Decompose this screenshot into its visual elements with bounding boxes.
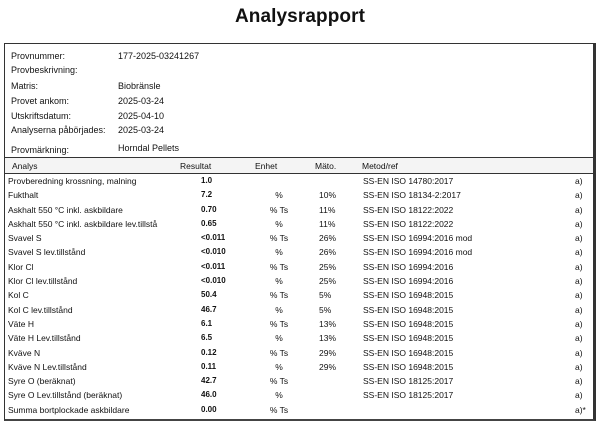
table-row — [5, 347, 593, 361]
cell-enhet: % — [275, 247, 283, 258]
cell-note: a) — [575, 290, 583, 301]
cell-resultat: 0.12 — [201, 347, 217, 357]
header-metod: Metod/ref — [362, 161, 398, 171]
table-row — [5, 275, 593, 289]
cell-enhet: % — [275, 304, 283, 315]
table-row — [5, 246, 593, 260]
cell-note: a)* — [575, 404, 586, 415]
cell-enhet: % Ts — [269, 318, 289, 329]
cell-mato: 5% — [319, 290, 332, 301]
header-enhet: Enhet — [255, 161, 278, 171]
cell-metod: SS-EN ISO 18134-2:2017 — [363, 190, 461, 201]
cell-analys: Väte H — [8, 318, 34, 329]
table-row — [5, 404, 593, 418]
cell-analys: Kväve N Lev.tillstånd — [8, 361, 87, 372]
cell-metod: SS-EN ISO 18122:2022 — [363, 218, 454, 229]
table-row — [5, 375, 593, 389]
cell-resultat: 1.0 — [201, 176, 213, 185]
cell-analys: Askhalt 550 °C inkl. askbildare — [8, 204, 123, 215]
cell-note: a) — [575, 218, 583, 229]
table-row — [5, 361, 593, 375]
header-resultat: Resultat — [180, 161, 212, 171]
cell-mato: 10% — [319, 190, 337, 201]
table-row — [5, 204, 593, 218]
info-label: Analyserna påbörjades: — [11, 125, 106, 135]
table-row — [5, 189, 593, 203]
table-header — [5, 157, 593, 174]
cell-resultat: 0.11 — [201, 361, 217, 371]
table-row — [5, 318, 593, 332]
cell-note: a) — [575, 304, 583, 315]
cell-metod: SS-EN ISO 16948:2015 — [363, 290, 454, 301]
cell-mato: 29% — [319, 361, 337, 372]
table-row — [5, 261, 593, 275]
cell-resultat: 46.0 — [201, 390, 217, 400]
cell-note: a) — [575, 261, 583, 272]
cell-analys: Syre O Lev.tillstånd (beräknat) — [8, 390, 123, 401]
cell-metod: SS-EN ISO 16948:2015 — [363, 333, 454, 344]
cell-enhet: % Ts — [269, 233, 289, 244]
cell-metod: SS-EN ISO 16948:2015 — [363, 318, 454, 329]
cell-resultat: <0.010 — [201, 276, 226, 286]
sample-info — [5, 44, 593, 157]
page-title: Analysrapport — [234, 6, 366, 27]
cell-note: a) — [575, 176, 583, 186]
info-value: Horndal Pellets — [118, 143, 180, 153]
cell-enhet: % Ts — [269, 347, 289, 358]
cell-mato: 26% — [319, 247, 337, 258]
cell-metod: SS-EN ISO 14780:2017 — [363, 176, 454, 186]
cell-metod: SS-EN ISO 16994:2016 mod — [363, 247, 473, 258]
cell-metod: SS-EN ISO 16994:2016 — [363, 261, 454, 272]
cell-enhet: % — [275, 218, 283, 229]
info-label: Utskriftsdatum: — [11, 111, 72, 121]
info-value: 2025-03-24 — [118, 96, 165, 106]
cell-analys: Väte H Lev.tillstånd — [8, 333, 81, 344]
cell-mato: 25% — [319, 261, 337, 272]
info-label: Provmärkning: — [11, 145, 70, 155]
cell-mato: 5% — [319, 304, 332, 315]
cell-mato: 26% — [319, 233, 337, 244]
cell-resultat: 0.65 — [201, 218, 217, 228]
cell-resultat: 6.5 — [201, 333, 213, 343]
cell-metod: SS-EN ISO 18125:2017 — [363, 390, 454, 401]
cell-note: a) — [575, 333, 583, 344]
cell-analys: Summa bortplockade askbildare — [8, 404, 130, 415]
header-analys: Analys — [12, 161, 38, 171]
cell-resultat: 6.1 — [201, 318, 213, 328]
info-label: Provet ankom: — [11, 96, 70, 106]
table-row — [5, 218, 593, 232]
info-value: 177-2025-03241267 — [118, 51, 200, 61]
table-row — [5, 289, 593, 303]
cell-resultat: <0.011 — [201, 261, 226, 271]
cell-metod: SS-EN ISO 18122:2022 — [363, 204, 454, 215]
cell-enhet: % — [275, 276, 283, 287]
info-label: Provnummer: — [11, 51, 66, 61]
cell-enhet: % — [275, 190, 283, 201]
cell-analys: Syre O (beräknat) — [8, 376, 76, 387]
cell-analys: Fukthalt — [8, 190, 39, 201]
table-row — [5, 232, 593, 246]
cell-metod: SS-EN ISO 18125:2017 — [363, 376, 454, 387]
cell-analys: Klor Cl — [8, 261, 34, 272]
cell-metod: SS-EN ISO 16948:2015 — [363, 361, 454, 372]
cell-resultat: 46.7 — [201, 304, 217, 314]
cell-metod: SS-EN ISO 16994:2016 mod — [363, 233, 473, 244]
cell-note: a) — [575, 361, 583, 372]
table-row — [5, 175, 593, 189]
cell-mato: 13% — [319, 333, 337, 344]
cell-enhet: % — [275, 361, 283, 372]
info-value: 2025-04-10 — [118, 111, 165, 121]
cell-note: a) — [575, 247, 583, 258]
cell-note: a) — [575, 318, 583, 329]
info-value: Biobränsle — [118, 81, 161, 91]
cell-enhet: % Ts — [269, 290, 289, 301]
cell-analys: Kol C lev.tillstånd — [8, 304, 73, 315]
cell-resultat: 0.70 — [201, 204, 217, 214]
cell-enhet: % Ts — [269, 376, 289, 387]
cell-note: a) — [575, 390, 583, 401]
cell-metod: SS-EN ISO 16994:2016 — [363, 276, 454, 287]
cell-metod: SS-EN ISO 16948:2015 — [363, 347, 454, 358]
cell-analys: Askhalt 550 °C inkl. askbildare lev.tillstå — [8, 218, 158, 229]
cell-note: a) — [575, 276, 583, 287]
cell-enhet: % — [275, 390, 283, 401]
table-row — [5, 389, 593, 403]
cell-mato: 13% — [319, 318, 337, 329]
header-mato: Mäto. — [315, 161, 337, 171]
table-row — [5, 332, 593, 346]
cell-analys: Kväve N — [8, 347, 41, 358]
cell-enhet: % Ts — [269, 404, 289, 415]
cell-metod: SS-EN ISO 16948:2015 — [363, 304, 454, 315]
cell-analys: Provberedning krossning, malning — [8, 176, 137, 186]
info-label: Matris: — [11, 81, 38, 91]
table-row — [5, 304, 593, 318]
info-label: Provbeskrivning: — [11, 65, 78, 75]
cell-note: a) — [575, 190, 583, 201]
cell-analys: Svavel S lev.tillstånd — [8, 247, 86, 258]
cell-note: a) — [575, 204, 583, 215]
cell-note: a) — [575, 376, 583, 387]
cell-resultat: 50.4 — [201, 290, 217, 300]
cell-analys: Kol C — [8, 290, 29, 301]
cell-note: a) — [575, 233, 583, 244]
cell-mato: 11% — [319, 204, 336, 215]
cell-analys: Svavel S — [8, 233, 42, 244]
cell-mato: 25% — [319, 276, 337, 287]
cell-mato: 29% — [319, 347, 337, 358]
cell-enhet: % Ts — [269, 261, 289, 272]
cell-resultat: 0.00 — [201, 404, 217, 414]
cell-enhet: % — [275, 333, 283, 344]
cell-resultat: <0.010 — [201, 247, 226, 257]
info-value: 2025-03-24 — [118, 125, 165, 135]
cell-analys: Klor Cl lev.tillstånd — [8, 276, 78, 287]
cell-enhet: % Ts — [269, 204, 289, 215]
report-box — [4, 43, 596, 421]
cell-resultat: 7.2 — [201, 190, 213, 200]
results-table — [5, 175, 593, 418]
cell-resultat: <0.011 — [201, 233, 226, 243]
cell-mato: 11% — [319, 218, 336, 229]
cell-note: a) — [575, 347, 583, 358]
cell-resultat: 42.7 — [201, 376, 217, 386]
